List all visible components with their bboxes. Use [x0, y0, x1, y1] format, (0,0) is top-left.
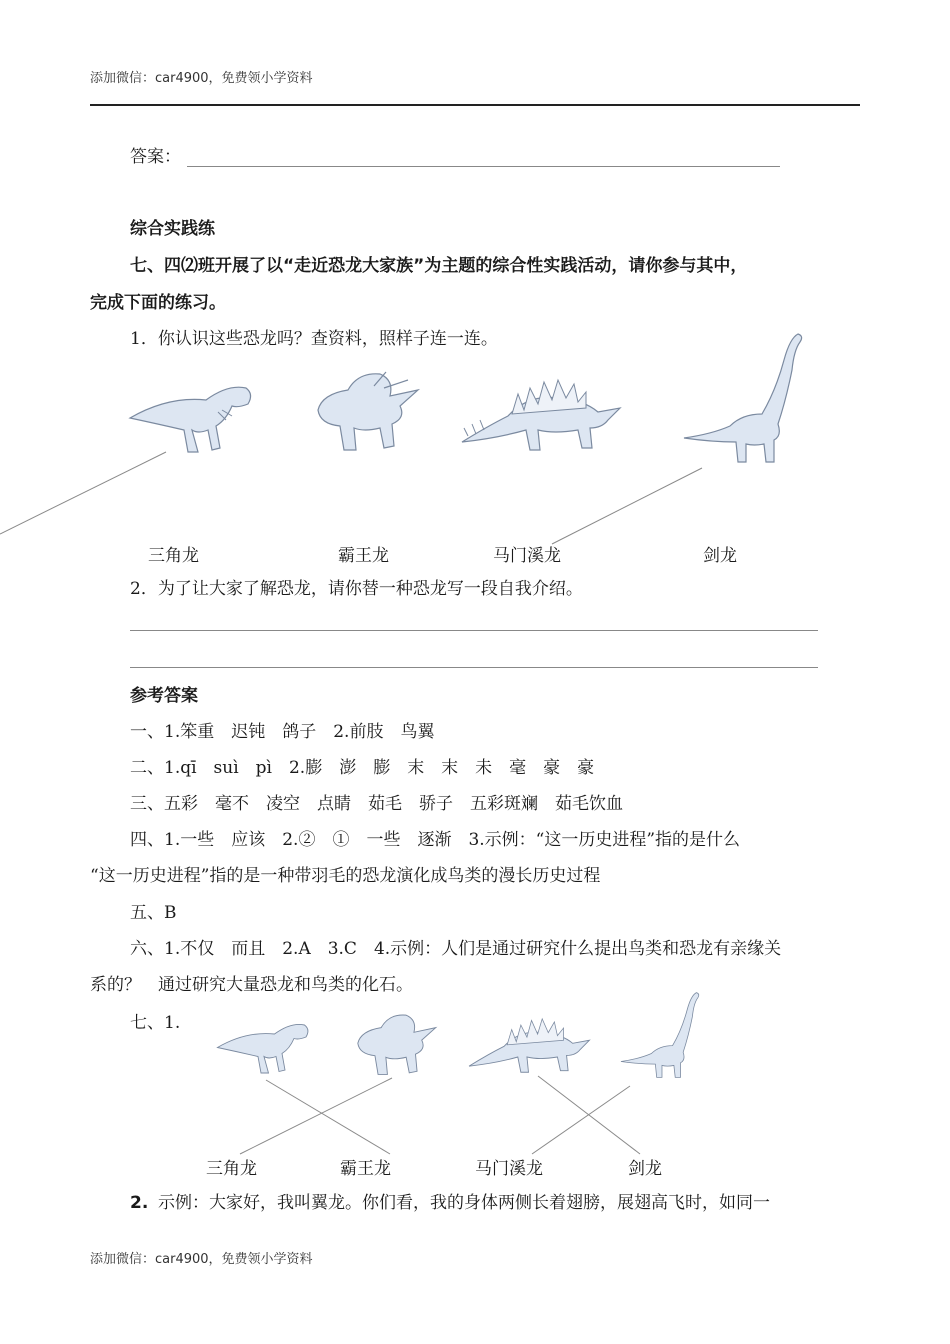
answer-label-tyrannosaurus: 霸王龙 — [340, 1159, 391, 1179]
answer-2: 二、1.qī suì pì 2.膨 澎 膨 末 末 未 毫 豪 豪 — [130, 758, 595, 778]
answer-3: 三、五彩 毫不 凌空 点睛 茹毛 骄子 五彩斑斓 茹毛饮血 — [130, 794, 623, 814]
label-triceratops: 三角龙 — [148, 546, 199, 566]
answer-7-2-number: 2. — [130, 1193, 149, 1213]
stegosaurus-icon — [466, 1006, 594, 1076]
reference-title: 参考答案 — [130, 686, 198, 706]
answer-label-stegosaurus: 剑龙 — [628, 1159, 662, 1179]
question-7-sub2: 2．为了让大家了解恐龙，请你替一种恐龙写一段自我介绍。 — [130, 579, 583, 599]
writing-line-1 — [130, 630, 818, 631]
answer-7-2-text: 示例：大家好，我叫翼龙。你们看，我的身体两侧长着翅膀，展翅高飞时，如同一 — [158, 1193, 770, 1213]
answer-6-line1: 六、1.不仅 而且 2.A 3.C 4.示例：人们是通过研究什么提出鸟类和恐龙有亲缘关 — [130, 939, 782, 959]
answer-prompt: 答案： — [130, 147, 181, 167]
question-7-line1: 七、四⑵班开展了以“走近恐龙大家族”为主题的综合性实践活动，请你参与其中， — [130, 256, 748, 276]
tyrannosaurus-icon — [214, 1010, 314, 1076]
question-7-line2: 完成下面的练习。 — [90, 293, 226, 313]
section-title: 综合实践练 — [130, 219, 215, 239]
page-header: 添加微信：car4900，免费领小学资料 — [90, 71, 313, 86]
answer-connector-lines — [200, 1070, 660, 1160]
answer-label-triceratops: 三角龙 — [206, 1159, 257, 1179]
writing-line-2 — [130, 667, 818, 668]
answer-7-prefix: 七、1. — [130, 1013, 181, 1033]
question-7-sub1: 1．你认识这些恐龙吗？查资料，照样子连一连。 — [130, 329, 498, 349]
example-connector-lines — [0, 440, 720, 550]
header-rule — [90, 104, 860, 106]
answer-4-line1: 四、1.一些 应该 2.② ① 一些 逐渐 3.示例：“这一历史进程”指的是什么 — [130, 830, 741, 850]
label-mamenchisaurus: 马门溪龙 — [493, 546, 561, 566]
mamenchisaurus-icon — [618, 990, 702, 1080]
answer-6-line2: 系的？ 通过研究大量恐龙和鸟类的化石。 — [90, 975, 413, 995]
label-stegosaurus: 剑龙 — [703, 546, 737, 566]
answer-label-mamenchisaurus: 马门溪龙 — [475, 1159, 543, 1179]
answer-1: 一、1.笨重 迟钝 鸽子 2.前肢 鸟翼 — [130, 722, 435, 742]
page-footer: 添加微信：car4900，免费领小学资料 — [90, 1252, 313, 1267]
label-tyrannosaurus: 霸王龙 — [338, 546, 389, 566]
answer-blank-line — [187, 166, 780, 167]
answer-5: 五、B — [130, 903, 177, 923]
answer-4-line2: “这一历史进程”指的是一种带羽毛的恐龙演化成鸟类的漫长历史过程 — [90, 866, 601, 886]
